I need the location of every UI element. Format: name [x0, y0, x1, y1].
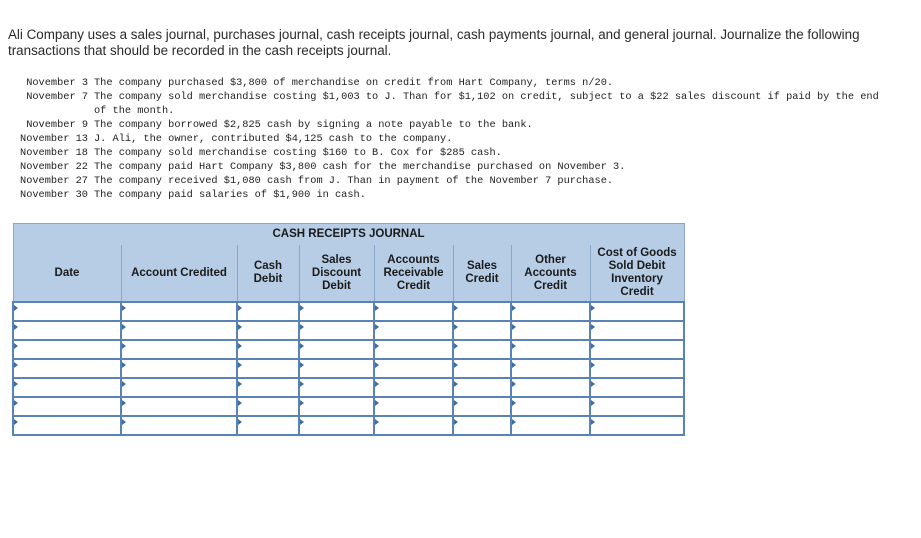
journal-input-other-accounts-credit[interactable] [512, 417, 589, 434]
journal-input-cash-debit[interactable] [238, 360, 298, 377]
journal-cell-accounts-receivable-credit[interactable] [374, 321, 453, 340]
journal-cell-date[interactable] [13, 378, 121, 397]
column-header-accounts-receivable-credit: Accounts Receivable Credit [374, 245, 453, 302]
journal-input-accounts-receivable-credit[interactable] [375, 360, 452, 377]
journal-input-cogs-inventory-credit[interactable] [591, 303, 683, 320]
cell-marker-icon [454, 419, 458, 425]
journal-input-sales-credit[interactable] [454, 341, 510, 358]
journal-cell-sales-credit[interactable] [453, 378, 511, 397]
journal-cell-other-accounts-credit[interactable] [511, 378, 590, 397]
journal-input-date[interactable] [14, 398, 120, 415]
journal-input-date[interactable] [14, 360, 120, 377]
journal-input-sales-discount-debit[interactable] [300, 303, 373, 320]
journal-cell-cogs-inventory-credit[interactable] [590, 378, 684, 397]
journal-cell-accounts-receivable-credit[interactable] [374, 340, 453, 359]
cell-marker-icon [122, 381, 126, 387]
journal-cell-accounts-receivable-credit[interactable] [374, 416, 453, 435]
transaction-description: J. Ali, the owner, contributed $4,125 cash to the company. [94, 133, 453, 145]
transaction-description: The company paid salaries of $1,900 in cash. [94, 189, 366, 201]
journal-input-cogs-inventory-credit[interactable] [591, 341, 683, 358]
journal-input-account-credited[interactable] [122, 322, 236, 339]
cell-marker-icon [591, 305, 595, 311]
cell-marker-icon [122, 400, 126, 406]
journal-cell-other-accounts-credit[interactable] [511, 321, 590, 340]
cell-marker-icon [238, 419, 242, 425]
journal-row [13, 321, 684, 340]
transaction-date: November 3 [26, 77, 88, 89]
journal-cell-account-credited[interactable] [121, 302, 237, 321]
journal-input-sales-discount-debit[interactable] [300, 322, 373, 339]
transaction-item [8, 188, 908, 202]
journal-cell-accounts-receivable-credit[interactable] [374, 359, 453, 378]
cell-marker-icon [238, 400, 242, 406]
journal-input-cogs-inventory-credit[interactable] [591, 379, 683, 396]
journal-cell-cogs-inventory-credit[interactable] [590, 397, 684, 416]
journal-cell-date[interactable] [13, 302, 121, 321]
journal-cell-account-credited[interactable] [121, 378, 237, 397]
journal-cell-sales-credit[interactable] [453, 416, 511, 435]
journal-input-cogs-inventory-credit[interactable] [591, 417, 683, 434]
cell-marker-icon [14, 381, 18, 387]
cash-receipts-journal-table [12, 223, 685, 436]
journal-cell-accounts-receivable-credit[interactable] [374, 378, 453, 397]
transaction-description: The company sold merchandise costing $1,003 to J. Than for $1,102 on credit, subject to a $22 sales discount if paid by the end of the month. [94, 91, 879, 117]
journal-input-date[interactable] [14, 303, 120, 320]
transaction-description: The company paid Hart Company $3,800 cash for the merchandise purchased on November 3. [94, 161, 626, 173]
column-header-sales-discount-debit: Sales Discount Debit [299, 245, 374, 302]
cell-marker-icon [375, 324, 379, 330]
cell-marker-icon [300, 419, 304, 425]
journal-cell-cogs-inventory-credit[interactable] [590, 321, 684, 340]
transaction-item [8, 90, 908, 118]
cell-marker-icon [375, 305, 379, 311]
journal-input-cash-debit[interactable] [238, 398, 298, 415]
journal-input-account-credited[interactable] [122, 398, 236, 415]
cell-marker-icon [122, 305, 126, 311]
journal-input-account-credited[interactable] [122, 379, 236, 396]
column-header-account-credited: Account Credited [121, 245, 237, 302]
journal-input-sales-credit[interactable] [454, 322, 510, 339]
journal-input-sales-discount-debit[interactable] [300, 341, 373, 358]
cell-marker-icon [238, 305, 242, 311]
journal-input-date[interactable] [14, 379, 120, 396]
journal-input-other-accounts-credit[interactable] [512, 379, 589, 396]
cell-marker-icon [14, 305, 18, 311]
journal-cell-account-credited[interactable] [121, 340, 237, 359]
journal-cell-sales-discount-debit[interactable] [299, 359, 374, 378]
journal-cell-sales-discount-debit[interactable] [299, 416, 374, 435]
journal-input-accounts-receivable-credit[interactable] [375, 341, 452, 358]
cell-marker-icon [375, 343, 379, 349]
cell-marker-icon [454, 381, 458, 387]
journal-cell-sales-credit[interactable] [453, 397, 511, 416]
cell-marker-icon [14, 362, 18, 368]
journal-input-sales-credit[interactable] [454, 360, 510, 377]
journal-input-sales-discount-debit[interactable] [300, 417, 373, 434]
journal-input-sales-discount-debit[interactable] [300, 398, 373, 415]
cell-marker-icon [512, 305, 516, 311]
journal-cell-other-accounts-credit[interactable] [511, 302, 590, 321]
journal-input-account-credited[interactable] [122, 417, 236, 434]
journal-cell-cash-debit[interactable] [237, 378, 299, 397]
cell-marker-icon [300, 400, 304, 406]
journal-cell-date[interactable] [13, 359, 121, 378]
journal-cell-sales-discount-debit[interactable] [299, 378, 374, 397]
journal-input-accounts-receivable-credit[interactable] [375, 303, 452, 320]
journal-cell-account-credited[interactable] [121, 397, 237, 416]
transaction-item [8, 76, 908, 90]
journal-input-other-accounts-credit[interactable] [512, 398, 589, 415]
journal-cell-account-credited[interactable] [121, 321, 237, 340]
journal-cell-sales-discount-debit[interactable] [299, 321, 374, 340]
journal-cell-account-credited[interactable] [121, 359, 237, 378]
journal-input-sales-credit[interactable] [454, 417, 510, 434]
cell-marker-icon [122, 362, 126, 368]
cell-marker-icon [238, 324, 242, 330]
journal-input-sales-credit[interactable] [454, 379, 510, 396]
journal-input-cash-debit[interactable] [238, 303, 298, 320]
cell-marker-icon [512, 343, 516, 349]
cell-marker-icon [512, 400, 516, 406]
journal-cell-accounts-receivable-credit[interactable] [374, 302, 453, 321]
column-header-sales-credit: Sales Credit [453, 245, 511, 302]
journal-cell-date[interactable] [13, 321, 121, 340]
column-header-cogs-inventory-credit: Cost of Goods Sold Debit Inventory Credit [590, 245, 684, 302]
cell-marker-icon [512, 362, 516, 368]
journal-cell-cash-debit[interactable] [237, 321, 299, 340]
journal-cell-cogs-inventory-credit[interactable] [590, 302, 684, 321]
journal-input-sales-credit[interactable] [454, 303, 510, 320]
cell-marker-icon [375, 381, 379, 387]
journal-row [13, 416, 684, 435]
journal-input-cogs-inventory-credit[interactable] [591, 398, 683, 415]
transaction-date: November 13 [20, 133, 88, 145]
transaction-item [8, 132, 908, 146]
cell-marker-icon [512, 419, 516, 425]
cell-marker-icon [14, 419, 18, 425]
journal-input-cash-debit[interactable] [238, 341, 298, 358]
journal-cell-sales-discount-debit[interactable] [299, 397, 374, 416]
cell-marker-icon [300, 362, 304, 368]
transaction-description: The company received $1,080 cash from J. Than in payment of the November 7 purchase. [94, 175, 614, 187]
journal-title: CASH RECEIPTS JOURNAL [13, 224, 684, 246]
journal-input-cash-debit[interactable] [238, 379, 298, 396]
journal-input-other-accounts-credit[interactable] [512, 322, 589, 339]
transaction-date: November 30 [20, 189, 88, 201]
journal-input-accounts-receivable-credit[interactable] [375, 379, 452, 396]
journal-input-cash-debit[interactable] [238, 417, 298, 434]
journal-input-sales-credit[interactable] [454, 398, 510, 415]
journal-cell-cash-debit[interactable] [237, 416, 299, 435]
journal-cell-date[interactable] [13, 397, 121, 416]
cell-marker-icon [375, 362, 379, 368]
transaction-item [8, 146, 908, 160]
column-header-other-accounts-credit: Other Accounts Credit [511, 245, 590, 302]
column-header-date: Date [13, 245, 121, 302]
cell-marker-icon [454, 324, 458, 330]
journal-input-sales-discount-debit[interactable] [300, 379, 373, 396]
journal-cell-date[interactable] [13, 416, 121, 435]
journal-cell-sales-credit[interactable] [453, 359, 511, 378]
journal-cell-cogs-inventory-credit[interactable] [590, 359, 684, 378]
cell-marker-icon [14, 324, 18, 330]
transaction-date: November 27 [20, 175, 88, 187]
journal-input-other-accounts-credit[interactable] [512, 341, 589, 358]
cell-marker-icon [375, 400, 379, 406]
cell-marker-icon [300, 381, 304, 387]
journal-cell-sales-credit[interactable] [453, 302, 511, 321]
journal-row [13, 397, 684, 416]
journal-cell-sales-discount-debit[interactable] [299, 302, 374, 321]
cell-marker-icon [300, 305, 304, 311]
journal-input-accounts-receivable-credit[interactable] [375, 417, 452, 434]
cell-marker-icon [300, 324, 304, 330]
transaction-description: The company sold merchandise costing $160 to B. Cox for $285 cash. [94, 147, 502, 159]
journal-row [13, 378, 684, 397]
transaction-date: November 7 [26, 91, 88, 103]
cell-marker-icon [591, 400, 595, 406]
cell-marker-icon [14, 400, 18, 406]
journal-cell-other-accounts-credit[interactable] [511, 397, 590, 416]
cell-marker-icon [591, 381, 595, 387]
journal-input-date[interactable] [14, 417, 120, 434]
journal-input-accounts-receivable-credit[interactable] [375, 322, 452, 339]
journal-cell-cash-debit[interactable] [237, 340, 299, 359]
journal-input-cash-debit[interactable] [238, 322, 298, 339]
cell-marker-icon [122, 343, 126, 349]
journal-input-sales-discount-debit[interactable] [300, 360, 373, 377]
cell-marker-icon [238, 343, 242, 349]
journal-cell-account-credited[interactable] [121, 416, 237, 435]
transaction-item [8, 118, 908, 132]
journal-cell-other-accounts-credit[interactable] [511, 416, 590, 435]
journal-row [13, 340, 684, 359]
journal-row [13, 359, 684, 378]
transaction-list [8, 76, 908, 202]
cell-marker-icon [512, 324, 516, 330]
journal-cell-date[interactable] [13, 340, 121, 359]
journal-cell-cash-debit[interactable] [237, 397, 299, 416]
transaction-description: The company borrowed $2,825 cash by signing a note payable to the bank. [94, 119, 533, 131]
journal-input-other-accounts-credit[interactable] [512, 303, 589, 320]
journal-cell-other-accounts-credit[interactable] [511, 359, 590, 378]
cell-marker-icon [454, 343, 458, 349]
journal-input-other-accounts-credit[interactable] [512, 360, 589, 377]
transaction-date: November 18 [20, 147, 88, 159]
cell-marker-icon [122, 419, 126, 425]
journal-cell-other-accounts-credit[interactable] [511, 340, 590, 359]
journal-input-account-credited[interactable] [122, 341, 236, 358]
column-header-cash-debit: Cash Debit [237, 245, 299, 302]
cell-marker-icon [512, 381, 516, 387]
transaction-date: November 22 [20, 161, 88, 173]
journal-cell-sales-discount-debit[interactable] [299, 340, 374, 359]
journal-cell-cash-debit[interactable] [237, 302, 299, 321]
journal-cell-cogs-inventory-credit[interactable] [590, 340, 684, 359]
journal-row [13, 302, 684, 321]
transaction-description: The company purchased $3,800 of merchandise on credit from Hart Company, terms n/20. [94, 77, 614, 89]
transaction-item [8, 174, 908, 188]
journal-cell-sales-credit[interactable] [453, 321, 511, 340]
journal-input-account-credited[interactable] [122, 303, 236, 320]
journal-cell-cogs-inventory-credit[interactable] [590, 416, 684, 435]
cell-marker-icon [454, 362, 458, 368]
cell-marker-icon [375, 419, 379, 425]
cell-marker-icon [591, 362, 595, 368]
journal-cell-accounts-receivable-credit[interactable] [374, 397, 453, 416]
cell-marker-icon [454, 400, 458, 406]
cell-marker-icon [300, 343, 304, 349]
cell-marker-icon [591, 324, 595, 330]
journal-cell-cash-debit[interactable] [237, 359, 299, 378]
journal-input-cogs-inventory-credit[interactable] [591, 322, 683, 339]
cell-marker-icon [14, 343, 18, 349]
journal-cell-sales-credit[interactable] [453, 340, 511, 359]
transaction-item [8, 160, 908, 174]
cell-marker-icon [591, 419, 595, 425]
transaction-date: November 9 [26, 119, 88, 131]
journal-input-date[interactable] [14, 341, 120, 358]
cell-marker-icon [238, 381, 242, 387]
cell-marker-icon [122, 324, 126, 330]
cell-marker-icon [591, 343, 595, 349]
instructions-text: Ali Company uses a sales journal, purchases journal, cash receipts journal, cash payments journal, and general journal. Journalize the following transactions that should be recorded in the cash receipts journal. [8, 27, 860, 58]
journal-input-cogs-inventory-credit[interactable] [591, 360, 683, 377]
journal-input-account-credited[interactable] [122, 360, 236, 377]
cell-marker-icon [238, 362, 242, 368]
cell-marker-icon [454, 305, 458, 311]
journal-input-accounts-receivable-credit[interactable] [375, 398, 452, 415]
journal-input-date[interactable] [14, 322, 120, 339]
